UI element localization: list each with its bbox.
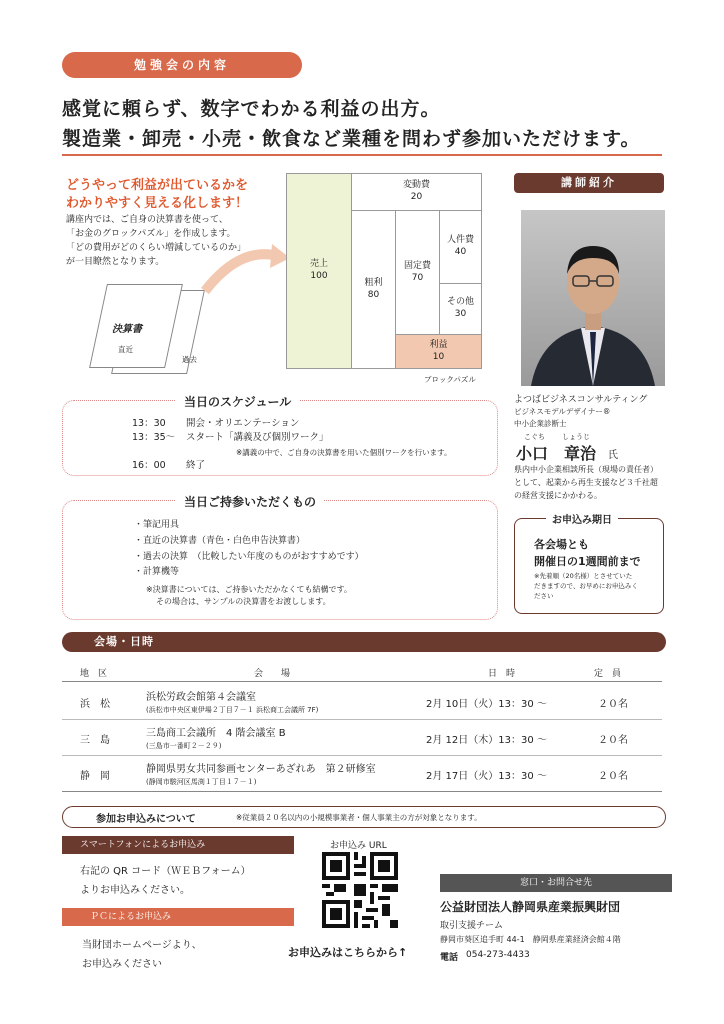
- schedule-time-3: 16：00: [132, 460, 166, 471]
- intro-line-3: 「どの費用がどのくらい増減しているのか」: [66, 242, 247, 253]
- contact-title: 窓口・お問合せ先: [519, 878, 592, 888]
- puzzle-variable-value: 20: [410, 192, 423, 202]
- bring-title: 当日ご持参いただくもの: [176, 493, 324, 510]
- puzzle-other-label: その他: [446, 297, 474, 308]
- contact-team: 取引支援チーム: [440, 921, 504, 931]
- venue-title-bar: [62, 632, 666, 652]
- venue-address: (浜松市中央区東伊場２丁目７－１ 浜松商工会議所 7F): [146, 706, 319, 714]
- venue-address: (静岡市駿河区馬渕１丁目１７－１): [146, 778, 257, 786]
- apply-note: ※従業員２０名以内の小規模事業者・個人事業主の方が対象となります。: [236, 813, 482, 822]
- venue-header-place: 会 場: [254, 669, 291, 679]
- arrow-icon: [200, 236, 290, 296]
- contact-address: 静岡市葵区追手町 44-1 静岡県産業経済会館４階: [440, 935, 621, 944]
- contact-title-bar: [440, 874, 672, 892]
- schedule-event-1: 開会・オリエンテーション: [186, 418, 300, 429]
- deadline-note-3: ださい: [534, 591, 554, 600]
- venue-capacity: ２０名: [598, 771, 628, 782]
- smartphone-title-bar: [62, 836, 294, 854]
- qr-code[interactable]: [322, 852, 398, 928]
- puzzle-gross-value: 80: [367, 289, 380, 300]
- schedule-time-1: 13：30: [132, 418, 166, 429]
- venue-date: 2月 17日（火）13：30 ～: [426, 771, 547, 782]
- instructor-role2: 中小企業診断士: [514, 419, 567, 428]
- bring-note-1: ※決算書については、ご持参いただかなくても結構です。: [146, 585, 352, 594]
- puzzle-variable: [351, 173, 482, 211]
- puzzle-gross: [351, 210, 396, 369]
- schedule-time-2: 13：35～: [132, 432, 176, 443]
- instructor-role: ビジネスモデルデザイナー®: [514, 407, 611, 416]
- puzzle-gross-label: 粗利: [364, 277, 383, 288]
- section-title: 勉強会の内容: [62, 52, 302, 78]
- doc-recent: 直近: [118, 345, 133, 354]
- contact-tel-label: 電話: [440, 953, 459, 963]
- intro-line-2: 「お金のグロックパズル」を作成します。: [66, 228, 236, 239]
- bring-note-2: その場合は、サンプルの決算書をお渡しします。: [156, 597, 331, 606]
- puzzle-sales: [286, 173, 352, 369]
- catch-line-2: わかりやすく見える化します！: [66, 196, 249, 211]
- url-label: お申込み URL: [330, 841, 387, 851]
- bring-note: [146, 584, 352, 608]
- instructor-org: よつばビジネスコンサルティング: [514, 395, 648, 405]
- headline-1: 感覚に頼らず、数字でわかる利益の出方。: [62, 98, 441, 120]
- puzzle-variable-label: 変動費: [402, 180, 430, 191]
- contact-tel: 054-273-4433: [466, 950, 530, 960]
- doc-label: 決算書: [112, 324, 142, 335]
- schedule-title: 当日のスケジュール: [176, 393, 299, 410]
- puzzle-fixed-value: 70: [411, 272, 424, 283]
- deadline-title: お申込み期日: [546, 511, 618, 526]
- venue-header: [62, 662, 662, 682]
- venue-title: 会場・日時: [94, 635, 154, 648]
- venue-place: 三島商工会議所 4 階会議室 B: [146, 728, 286, 739]
- pc-text-1: 当財団ホームページより、: [82, 940, 202, 951]
- puzzle-other: [439, 283, 482, 335]
- puzzle-sales-label: 売上: [309, 259, 328, 270]
- puzzle-profit-label: 利益: [429, 339, 448, 350]
- venue-place: 浜松労政会館第４会議室: [146, 692, 256, 703]
- smartphone-text-2: よりお申込みください。: [80, 885, 190, 896]
- instructor-bio: [514, 464, 658, 502]
- instructor-honorific: 氏: [608, 450, 618, 461]
- venue-area: 静 岡: [80, 771, 110, 782]
- bring-item-4: ・計算機等: [134, 567, 180, 578]
- puzzle-profit-value: 10: [432, 351, 445, 362]
- venue-row: [62, 684, 662, 720]
- instructor-ruby-2: しょうじ: [562, 433, 590, 441]
- puzzle-sales-value: 100: [310, 271, 328, 281]
- deadline-note-2: だきますので、お早めにお申込みく: [534, 581, 638, 590]
- schedule-note: ※講義の中で、ご自身の決算書を用いた個別ワークを行います。: [236, 448, 452, 457]
- puzzle-other-value: 30: [454, 309, 467, 319]
- venue-row: [62, 756, 662, 792]
- smartphone-text-1: 右記の QR コード（ＷＥＢフォーム）: [80, 866, 251, 877]
- venue-capacity: ２０名: [598, 699, 628, 710]
- deadline-note: [534, 572, 638, 601]
- qr-caption: お申込みはこちらから↑: [288, 946, 408, 959]
- puzzle-fixed: [395, 210, 440, 335]
- doc-past: 過去: [182, 355, 197, 364]
- instructor-ruby-1: こぐち: [524, 433, 545, 441]
- venue-area: 浜 松: [80, 699, 110, 710]
- venue-header-area: 地 区: [80, 669, 108, 679]
- puzzle-profit: [395, 334, 482, 369]
- venue-date: 2月 12日（木）13：30 ～: [426, 735, 547, 746]
- instructor-name: 小口 章治: [516, 444, 597, 463]
- venue-date: 2月 10日（火）13：30 ～: [426, 699, 547, 710]
- venue-header-capacity: 定 員: [594, 669, 622, 679]
- schedule-event-3: 終了: [186, 460, 206, 471]
- pc-text-2: お申込みください: [82, 959, 162, 970]
- intro-line-4: が一目瞭然となります。: [66, 256, 165, 267]
- headline-2: 製造業・卸売・小売・飲食など業種を問わず参加いただけます。: [62, 128, 641, 150]
- instructor-bio-3: の経営支援にかかわる。: [514, 490, 602, 500]
- instructor-title: 講師紹介: [514, 173, 664, 193]
- person-icon: [521, 210, 665, 386]
- venue-place: 静岡県男女共同参画センターあざれあ 第２研修室: [146, 764, 376, 775]
- schedule-event-2: スタート「講義及び個別ワーク」: [186, 432, 329, 443]
- venue-capacity: ２０名: [598, 735, 628, 746]
- venue-row: [62, 720, 662, 756]
- apply-title: 参加お申込みについて: [96, 814, 196, 825]
- puzzle-fixed-label: 固定費: [403, 260, 431, 271]
- puzzle-labor: [439, 210, 482, 284]
- contact-org: 公益財団法人静岡県産業振興財団: [440, 900, 621, 914]
- bring-list: [134, 518, 364, 581]
- instructor-photo: [521, 210, 665, 386]
- deadline-line-2: 開催日の1週間前まで: [534, 555, 641, 568]
- qr-code-icon: [322, 852, 398, 928]
- instructor-bio-2: として、起業から再生支援など３千社超: [514, 477, 658, 487]
- intro-line-1: 講座内では、ご自身の決算書を使って、: [66, 215, 228, 225]
- deadline-note-1: ※先着順（20名様）とさせていた: [534, 572, 633, 580]
- catch-line-1: どうやって利益が出ているかを: [66, 178, 249, 193]
- puzzle-labor-value: 40: [454, 247, 467, 257]
- bring-item-1: ・筆記用具: [134, 520, 180, 530]
- block-puzzle: [286, 173, 482, 369]
- bring-item-2: ・直近の決算書（青色・白色申告決算書）: [134, 535, 306, 546]
- pc-title: ＰＣによるお申込み: [90, 912, 172, 922]
- smartphone-title: スマートフォンによるお申込み: [80, 840, 206, 850]
- headline-divider: [62, 154, 662, 156]
- venue-address: (三島市一番町２－２９): [146, 742, 222, 750]
- venue-header-date: 日 時: [488, 669, 516, 679]
- pc-title-bar: [62, 908, 294, 926]
- puzzle-labor-label: 人件費: [446, 235, 474, 246]
- bring-item-3: ・過去の決算 （比較したい年度のものがおすすめです）: [134, 551, 364, 562]
- instructor-bio-1: 県内中小企業相談所長（現場の責任者）: [514, 465, 658, 474]
- venue-area: 三 島: [80, 735, 110, 746]
- deadline-line-1: 各会場とも: [534, 538, 589, 551]
- puzzle-caption: ブロックパズル: [424, 375, 476, 384]
